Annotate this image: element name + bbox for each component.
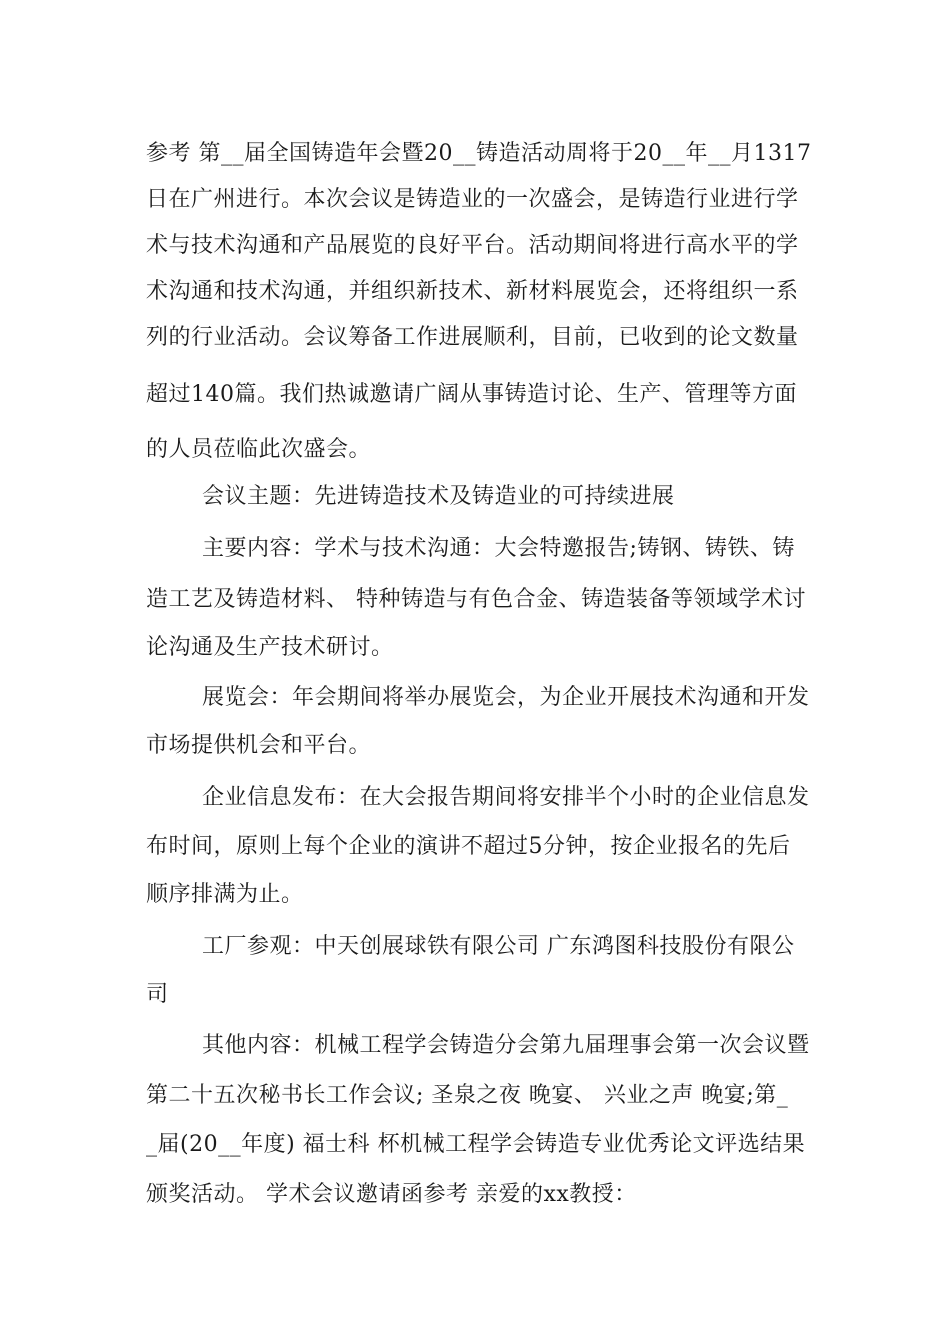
text-line: 日在广州进行。本次会议是铸造业的一次盛会，是铸造行业进行学 bbox=[146, 187, 799, 212]
text-line: 造工艺及铸造材料、 特种铸造与有色合金、铸造装备等领域学术讨 bbox=[146, 587, 806, 612]
text-line: 术沟通和技术沟通，并组织新技术、新材料展览会，还将组织一系 bbox=[146, 279, 799, 304]
text-line: 超过140篇。我们热诚邀请广阔从事铸造讨论、生产、管理等方面 bbox=[146, 382, 797, 407]
text-line: 参考 第__届全国铸造年会暨20__铸造活动周将于20__年__月1317 bbox=[146, 141, 812, 166]
text-line: 论沟通及生产技术研讨。 bbox=[146, 635, 394, 660]
factory-visit-line: 工厂参观：中天创展球铁有限公司 广东鸿图科技股份有限公 bbox=[202, 934, 795, 959]
text-line: 顺序排满为止。 bbox=[146, 882, 304, 907]
text-line: 第二十五次秘书长工作会议; 圣泉之夜 晚宴、 兴业之声 晚宴;第_ bbox=[146, 1083, 789, 1108]
main-content-line: 主要内容：学术与技术沟通：大会特邀报告;铸钢、铸铁、铸 bbox=[202, 536, 795, 561]
enterprise-info-line: 企业信息发布：在大会报告期间将安排半个小时的企业信息发 bbox=[202, 785, 810, 810]
text-line: _届(20__年度) 福士科 杯机械工程学会铸造专业优秀论文评选结果 bbox=[146, 1132, 806, 1157]
text-line: 列的行业活动。会议筹备工作进展顺利，目前，已收到的论文数量 bbox=[146, 325, 799, 350]
text-line: 的人员莅临此次盛会。 bbox=[146, 437, 372, 462]
meeting-theme: 会议主题：先进铸造技术及铸造业的可持续进展 bbox=[202, 484, 675, 509]
exhibition-line: 展览会：年会期间将举办展览会，为企业开展技术沟通和开发 bbox=[202, 685, 810, 710]
text-line: 颁奖活动。 学术会议邀请函参考 亲爱的xx教授： bbox=[146, 1182, 637, 1207]
text-line: 布时间，原则上每个企业的演讲不超过5分钟，按企业报名的先后 bbox=[146, 834, 791, 859]
text-line: 术与技术沟通和产品展览的良好平台。活动期间将进行高水平的学 bbox=[146, 233, 799, 258]
other-content-line: 其他内容：机械工程学会铸造分会第九届理事会第一次会议暨 bbox=[202, 1033, 810, 1058]
text-line: 市场提供机会和平台。 bbox=[146, 733, 372, 758]
text-line: 司 bbox=[146, 982, 169, 1007]
